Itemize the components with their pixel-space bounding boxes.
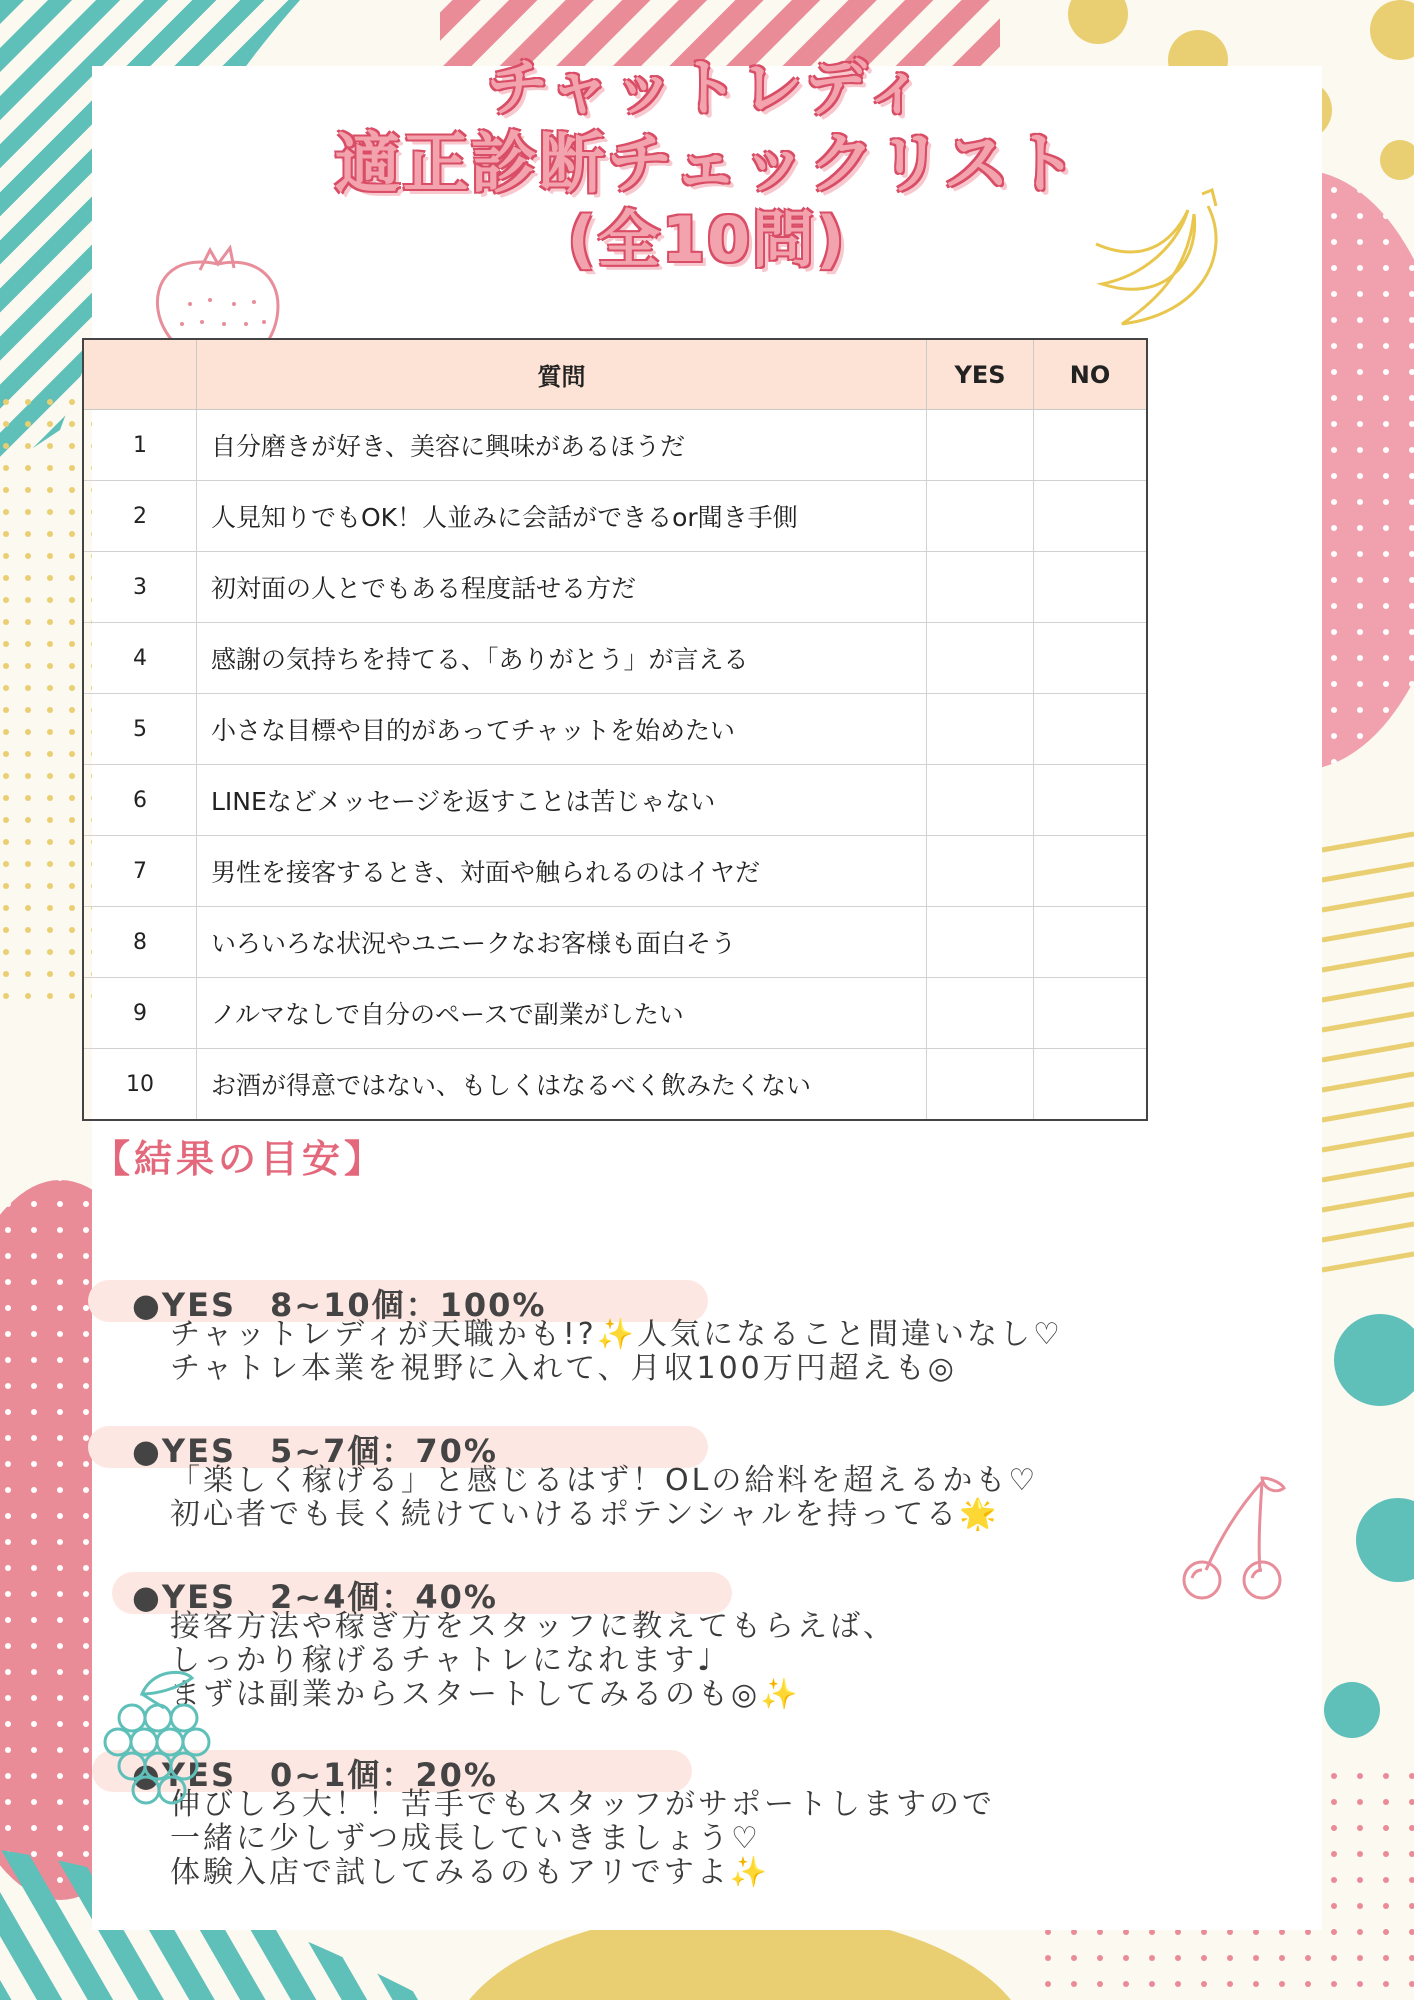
result-body [170,1788,995,1890]
yes-checkbox-cell[interactable] [927,907,1034,978]
yes-checkbox-cell[interactable] [927,481,1034,552]
result-line: まずは副業からスタートしてみるのも◎✨ [170,1677,801,1712]
no-checkbox-cell[interactable] [1034,978,1148,1049]
table-row [83,836,1147,907]
result-line: 一緒に少しずつ成長していきましょう♡ [170,1821,761,1856]
no-checkbox-cell[interactable] [1034,765,1148,836]
row-number: 3 [83,552,197,623]
row-question: 男性を接客するとき、対面や触られるのはイヤだ [197,836,927,907]
yes-checkbox-cell[interactable] [927,694,1034,765]
table-row [83,552,1147,623]
result-body [170,1318,1063,1386]
row-question: 感謝の気持ちを持てる、「ありがとう」が言える [197,623,927,694]
no-checkbox-cell[interactable] [1034,410,1148,481]
result-line: チャットレディが天職かも!?✨人気になること間違いなし♡ [170,1317,1063,1352]
header-number [83,339,197,410]
row-question: LINEなどメッセージを返すことは苦じゃない [197,765,927,836]
checklist-table [82,338,1148,1121]
title-line-1: チャットレディ [486,51,928,124]
table-row [83,694,1147,765]
result-line: 体験入店で試してみるのもアリですよ✨ [170,1855,771,1890]
page-title [0,50,1414,278]
result-head: ●YES 0~1個：20% [132,1756,498,1794]
yes-checkbox-cell[interactable] [927,552,1034,623]
result-head: ●YES 8~10個：100% [132,1286,547,1324]
row-number: 2 [83,481,197,552]
yes-checkbox-cell[interactable] [927,978,1034,1049]
result-body [170,1464,1038,1532]
yes-checkbox-cell[interactable] [927,1049,1034,1121]
row-number: 7 [83,836,197,907]
table-row [83,410,1147,481]
cherry-icon [1172,1474,1288,1600]
no-checkbox-cell[interactable] [1034,1049,1148,1121]
row-question: 初対面の人とでもある程度話せる方だ [197,552,927,623]
title-line-3: (全10問) [567,203,847,276]
result-head: ●YES 5~7個：70% [132,1432,498,1470]
header-question: 質問 [197,339,927,410]
result-head: ●YES 2~4個：40% [132,1578,498,1616]
row-question: 自分磨きが好き、美容に興味があるほうだ [197,410,927,481]
no-checkbox-cell[interactable] [1034,836,1148,907]
yes-checkbox-cell[interactable] [927,410,1034,481]
table-row [83,765,1147,836]
grapes-icon [102,1664,222,1814]
no-checkbox-cell[interactable] [1034,694,1148,765]
row-number: 10 [83,1049,197,1121]
yes-checkbox-cell[interactable] [927,836,1034,907]
table-header-row [83,339,1147,410]
result-line: 伸びしろ大！！苦手でもスタッフがサポートしますので [170,1787,995,1822]
row-question: いろいろな状況やユニークなお客様も面白そう [197,907,927,978]
row-number: 6 [83,765,197,836]
header-no: NO [1034,339,1148,410]
result-line: 接客方法や稼ぎ方をスタッフに教えてもらえば、 [170,1609,896,1644]
row-number: 9 [83,978,197,1049]
yes-checkbox-cell[interactable] [927,623,1034,694]
result-line: 「楽しく稼げる」と感じるはず！OLの給料を超えるかも♡ [170,1463,1039,1498]
row-question: 人見知りでもOK！人並みに会話ができるor聞き手側 [197,481,927,552]
result-body [170,1610,896,1712]
results-heading: 【結果の目安】 [92,1137,387,1181]
no-checkbox-cell[interactable] [1034,552,1148,623]
table-row [83,978,1147,1049]
row-number: 4 [83,623,197,694]
no-checkbox-cell[interactable] [1034,907,1148,978]
row-number: 8 [83,907,197,978]
row-question: ノルマなしで自分のペースで副業がしたい [197,978,927,1049]
result-line: 初心者でも長く続けていけるポテンシャルを持ってる🌟 [170,1497,1000,1532]
row-number: 1 [83,410,197,481]
title-line-2: 適正診断チェックリスト [334,125,1080,202]
table-row [83,623,1147,694]
row-question: お酒が得意ではない、もしくはなるべく飲みたくない [197,1049,927,1121]
result-line: しっかり稼げるチャトレになれます♩ [170,1643,715,1678]
no-checkbox-cell[interactable] [1034,481,1148,552]
yes-checkbox-cell[interactable] [927,765,1034,836]
table-row [83,907,1147,978]
row-number: 5 [83,694,197,765]
row-question: 小さな目標や目的があってチャットを始めたい [197,694,927,765]
header-yes: YES [927,339,1034,410]
table-row [83,1049,1147,1121]
no-checkbox-cell[interactable] [1034,623,1148,694]
result-line: チャトレ本業を視野に入れて、月収100万円超えも◎ [170,1351,957,1386]
table-row [83,481,1147,552]
